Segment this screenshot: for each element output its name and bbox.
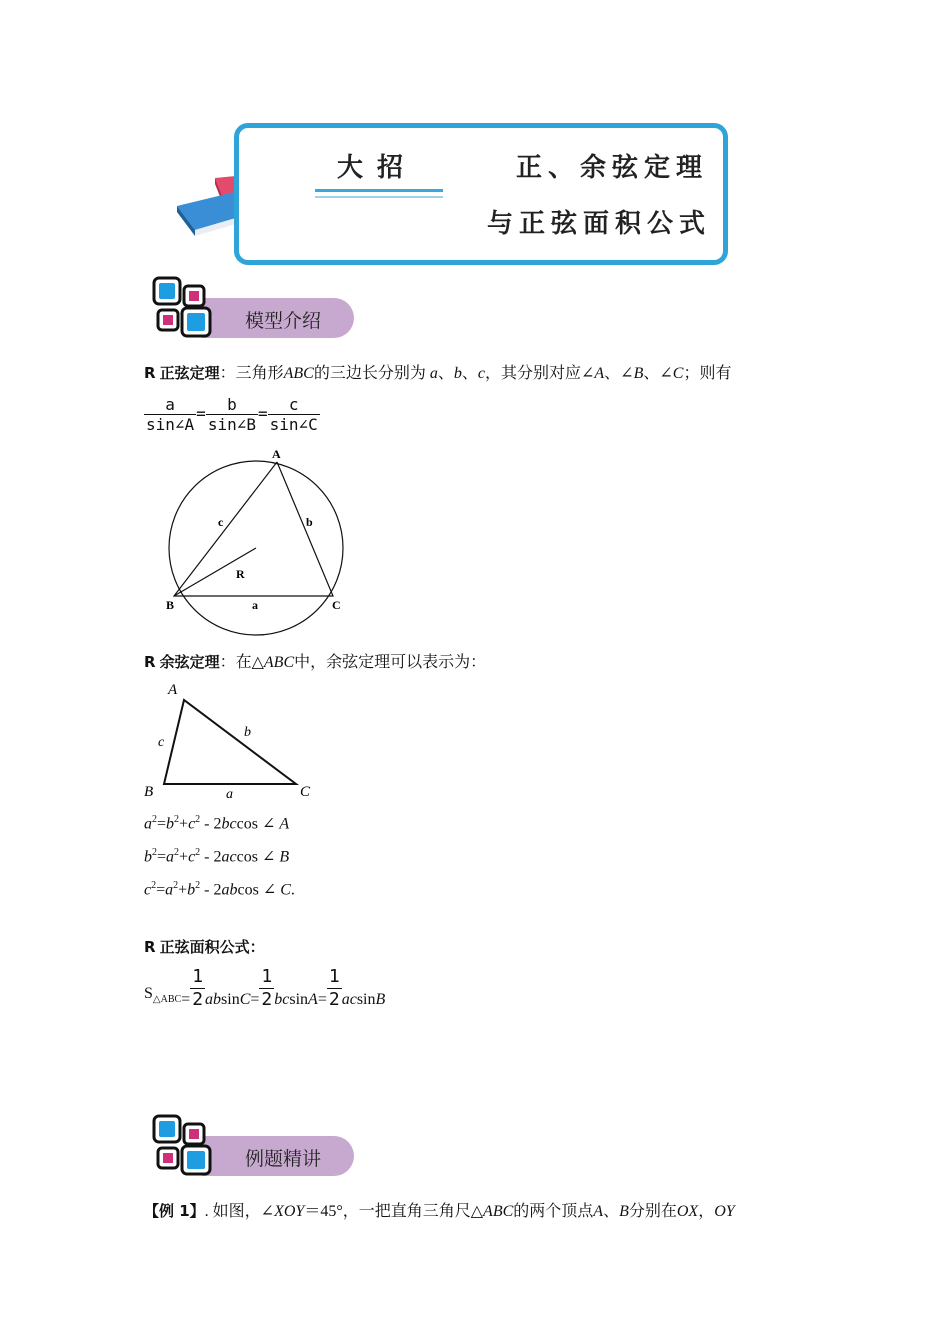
exp: 2 (151, 880, 157, 891)
cosine-law-heading: 余弦定理 (159, 653, 220, 671)
var: ac (221, 848, 237, 866)
cosine-law-text: 中，余弦定理可以表示为： (294, 654, 487, 671)
side-label: c (218, 515, 224, 529)
side-label: b (244, 725, 251, 740)
fraction (268, 395, 320, 434)
var-abc: ABC (283, 365, 314, 382)
fraction-num: 1 (261, 966, 273, 987)
banner-title-line2: 与正弦面积公式 (487, 209, 712, 239)
var-C: C (672, 365, 684, 382)
exp: 2 (152, 814, 157, 825)
plus: + (179, 848, 189, 866)
term: ac (341, 991, 357, 1008)
var: b (187, 881, 196, 899)
banner-left-title: 大招 (337, 153, 418, 183)
eq: = (157, 848, 167, 866)
cosine-formula-1 (144, 809, 289, 835)
example-text: 分别在 (628, 1203, 677, 1220)
var-c: c (477, 365, 485, 382)
vertex-label: A (272, 447, 281, 461)
fraction-den: sin∠C (269, 415, 318, 434)
exp: 2 (173, 880, 179, 891)
fraction-num: c (268, 395, 320, 415)
minus: - 2 (200, 881, 222, 899)
comma: ， (698, 1203, 715, 1220)
fraction-den: 2 (261, 989, 273, 1010)
banner-divider (315, 189, 443, 192)
side-label: a (252, 598, 258, 612)
title-banner (165, 118, 735, 270)
period: . (290, 881, 295, 899)
eq: = (156, 881, 166, 899)
r-marker: R (144, 364, 156, 382)
cos: cos ∠ (236, 848, 280, 866)
var: a (144, 815, 152, 833)
half-fraction (259, 966, 274, 1011)
var: c (188, 848, 196, 866)
minus: - 2 (200, 848, 222, 866)
section-title: 例题精讲 (245, 1148, 322, 1170)
var: a (165, 881, 174, 899)
exp: 2 (195, 814, 201, 825)
exp: 2 (174, 814, 180, 825)
triangle-diagram (140, 678, 320, 802)
section-grid-icon (152, 1114, 216, 1178)
banner-divider-thin (315, 196, 443, 198)
var-OX: OX (676, 1203, 699, 1220)
sine-law-text: ；则有 (683, 365, 732, 382)
var-abc: ABC (483, 1203, 514, 1220)
vertex-label: A (168, 682, 178, 698)
sin: sin (356, 991, 376, 1008)
section-header-model-intro (150, 272, 360, 344)
exp: 2 (174, 847, 180, 858)
var: b (144, 848, 152, 866)
var-a: a (429, 365, 438, 382)
fraction-den: 2 (192, 989, 204, 1010)
S: S (144, 984, 153, 1002)
var: B (375, 991, 386, 1008)
vertex-label: C (332, 598, 341, 612)
term: bc (274, 991, 290, 1008)
area-formula-heading: 正弦面积公式： (159, 938, 265, 956)
sin: sin (289, 991, 309, 1008)
sine-law-text: 的三边长分别为 (313, 365, 426, 382)
area-formula-heading-line (144, 936, 265, 959)
var: C (280, 881, 291, 899)
fraction-den: sin∠A (146, 415, 195, 434)
var: c (188, 815, 196, 833)
cos: cos ∠ (237, 881, 281, 899)
fraction (144, 395, 196, 434)
area-formula (144, 966, 385, 1011)
exp: 2 (152, 847, 157, 858)
var: c (144, 881, 152, 899)
var-B: B (619, 1203, 629, 1220)
eq: = (157, 815, 167, 833)
side-label: c (158, 735, 165, 750)
plus: + (179, 815, 189, 833)
term: ab (205, 991, 222, 1008)
fraction-num: b (206, 395, 258, 415)
exp: 2 (195, 847, 201, 858)
vertex-label: B (144, 784, 154, 800)
fraction-num: a (144, 395, 196, 415)
fraction-den: sin∠B (207, 415, 256, 434)
var-abc: ABC (263, 654, 295, 671)
equals: = (250, 991, 260, 1008)
var-B: B (633, 365, 644, 382)
section-header-examples (150, 1110, 360, 1182)
example-text: 的两个顶点 (513, 1203, 594, 1220)
section-title: 模型介绍 (245, 310, 322, 332)
triangle (164, 700, 296, 784)
sep: 、∠ (604, 365, 634, 382)
var: A (279, 815, 290, 833)
side-label: b (306, 515, 313, 529)
r-marker: R (144, 653, 156, 671)
vertex-label: C (300, 784, 311, 800)
exp: 2 (195, 880, 201, 891)
cos: cos ∠ (236, 815, 280, 833)
example-text: 如图，∠ (212, 1203, 275, 1220)
vertex-label: B (166, 598, 175, 612)
circumcircle-diagram (160, 442, 360, 642)
example-text: ＝45°，一把直角三角尺△ (304, 1203, 484, 1220)
sin: sin (221, 991, 240, 1008)
equals: = (196, 404, 206, 423)
cosine-law-line (144, 651, 486, 674)
cosine-formula-2 (144, 842, 289, 868)
equals: = (181, 991, 191, 1008)
plus: + (178, 881, 188, 899)
var-b: b (453, 365, 462, 382)
half-fraction (327, 966, 342, 1011)
cosine-formula-3 (144, 875, 295, 901)
var-A: A (593, 1203, 604, 1220)
var: bc (221, 815, 237, 833)
dot: . (204, 1203, 209, 1220)
sep: 、∠ (643, 365, 673, 382)
banner-frame (234, 123, 728, 265)
sine-law-text: ，其分别对应∠ (484, 365, 595, 382)
sep: 、 (437, 365, 454, 382)
var-A: A (594, 365, 605, 382)
radius-label: R (236, 567, 245, 581)
fraction (206, 395, 258, 434)
sine-law-heading: 正弦定理 (159, 364, 220, 382)
example-1-line (144, 1200, 735, 1223)
S-subscript: △ABC (152, 994, 182, 1005)
example-label: 【例 1】 (144, 1202, 205, 1220)
sine-law-formula (144, 395, 320, 434)
banner-title-line1: 正、余弦定理 (516, 153, 709, 183)
var: a (166, 848, 175, 866)
sine-law-text: ：三角形 (219, 365, 284, 382)
var: B (279, 848, 290, 866)
minus: - 2 (200, 815, 222, 833)
equals: = (317, 991, 327, 1008)
half-fraction (190, 966, 205, 1011)
var: ab (221, 881, 238, 899)
fraction-num: 1 (328, 966, 340, 987)
var: A (308, 991, 318, 1008)
var-xoy: XOY (274, 1203, 305, 1220)
var: C (239, 991, 251, 1008)
sep: 、 (603, 1203, 620, 1220)
sep: 、 (461, 365, 478, 382)
fraction-num: 1 (192, 966, 204, 987)
fraction-den: 2 (328, 989, 340, 1010)
sine-law-line (144, 362, 731, 385)
var: b (166, 815, 175, 833)
side-label: a (226, 787, 233, 802)
r-marker: R (144, 938, 156, 956)
cosine-law-text: ：在△ (219, 654, 264, 671)
triangle (174, 462, 333, 596)
section-grid-icon (152, 276, 216, 340)
equals: = (257, 404, 268, 423)
var-OY: OY (714, 1203, 735, 1220)
